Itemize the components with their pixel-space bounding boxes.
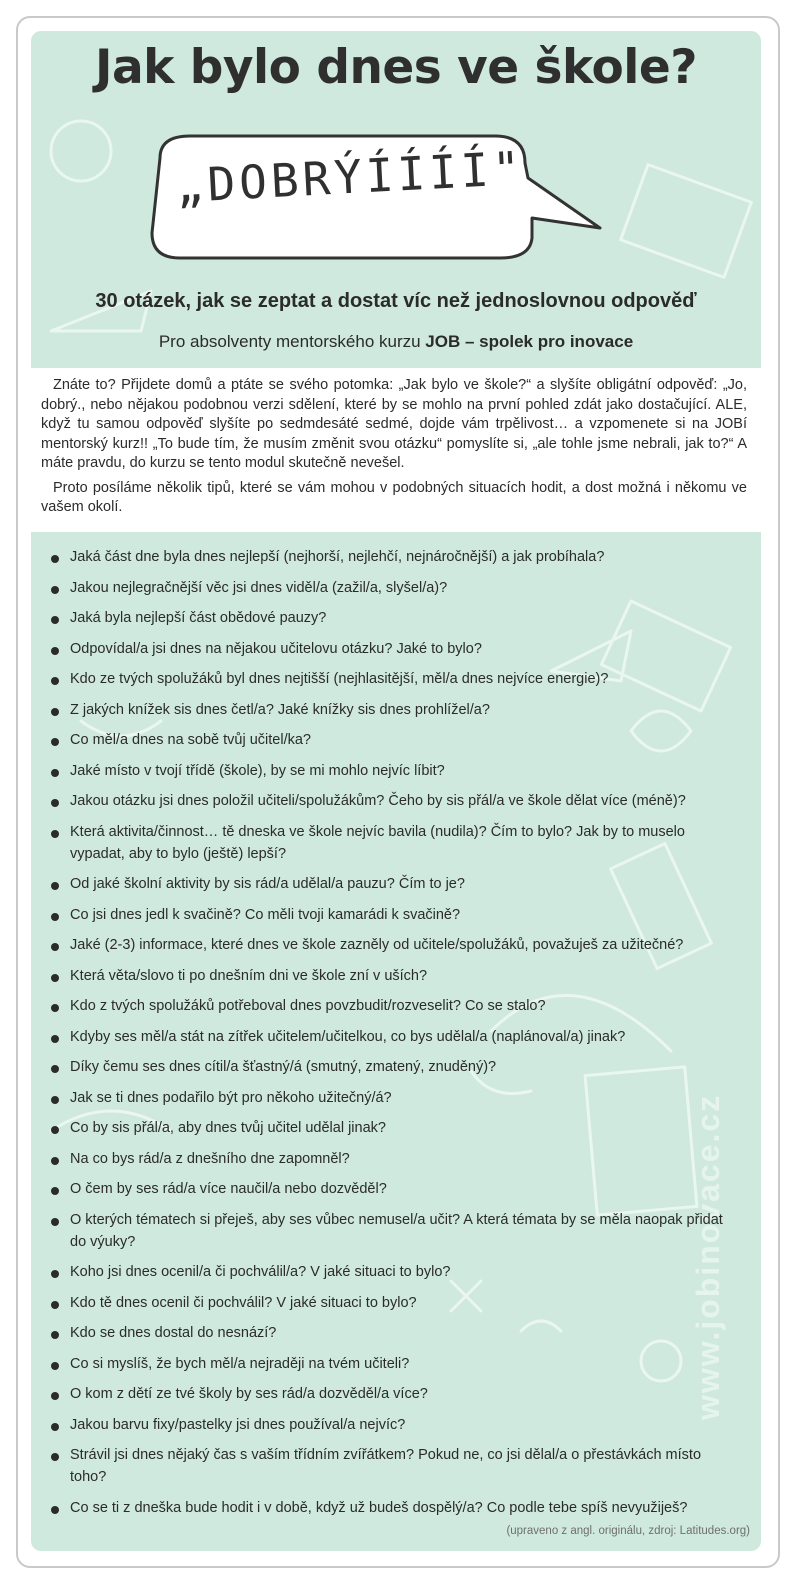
bullet-icon [51, 1301, 59, 1309]
question-item [31, 546, 761, 568]
subtitle: 30 otázek, jak se zeptat a dostat víc než jednoslovnou odpověď [95, 290, 697, 312]
question-item [31, 638, 761, 660]
question-item [31, 1178, 761, 1200]
question-text: Která věta/slovo ti po dnešním dni ve škole zní v uších? [70, 967, 428, 984]
question-text: Od jaké školní aktivity by sis rád/a udělal/a pauzu? Čím to je? [70, 876, 465, 892]
bullet-icon [51, 1035, 59, 1043]
question-text: Co si myslíš, že bych měl/a nejraději na tvém učiteli? [70, 1355, 410, 1372]
question-item [31, 1292, 761, 1314]
bullet-icon [51, 1392, 59, 1400]
question-item [31, 934, 761, 956]
bullet-icon [51, 974, 59, 982]
question-text: Jak se ti dnes podařilo být pro někoho užitečný/á? [70, 1089, 392, 1106]
bullet-icon [51, 913, 59, 921]
question-item [31, 1117, 761, 1139]
question-item [31, 577, 761, 599]
question-text: Co jsi dnes jedl k svačině? Co měli tvoji kamarádi k svačině? [70, 906, 461, 923]
bullet-icon [51, 616, 59, 624]
question-item [31, 965, 761, 987]
page-title: Jak bylo dnes ve škole? [94, 40, 698, 95]
bullet-icon [51, 586, 59, 594]
question-text: Co se ti z dneška bude hodit i v době, když už budeš dospělý/a? Co podle tebe spíš nevyužiješ? [70, 1499, 688, 1516]
question-text: Jakou otázku jsi dnes položil učiteli/spolužákům? Čeho by sis přál/a ve škole dělat více (méně)? [70, 793, 686, 809]
question-text: Jakou nejlegračnější věc jsi dnes viděl/a (zažil/a, slyšel/a)? [70, 579, 448, 596]
question-item [31, 1056, 761, 1078]
bullet-icon [51, 1187, 59, 1195]
question-item [31, 1383, 761, 1405]
question-text: Kdo se dnes dostal do nesnází? [70, 1325, 277, 1341]
bullet-icon [51, 1453, 59, 1461]
question-text: Jaké místo v tvojí třídě (škole), by se mi mohlo nejvíc líbit? [70, 762, 445, 779]
bullet-icon [51, 882, 59, 890]
question-item [31, 729, 761, 751]
bullet-icon [51, 708, 59, 716]
question-text: O kom z dětí ze tvé školy by ses rád/a dozvěděl/a více? [70, 1386, 428, 1402]
source-note: (upraveno z angl. originálu, zdroj: Latitudes.org) [506, 1525, 750, 1537]
bullet-icon [51, 647, 59, 655]
bullet-icon [51, 830, 59, 838]
question-text: Která aktivita/činnost… tě dneska ve škole nejvíc bavila (nudila)? Čím to bylo? Jak by to muselo vypadat, aby to bylo (ještě) lepší? [70, 823, 685, 862]
question-text: Jaká část dne byla dnes nejlepší (nejhorší, nejlehčí, nejnáročnější) a jak probíhala? [70, 549, 605, 565]
question-item [31, 1209, 761, 1253]
bullet-icon [51, 943, 59, 951]
question-item [31, 1148, 761, 1170]
question-item [31, 821, 761, 865]
question-item [31, 1261, 761, 1283]
question-item [31, 1322, 761, 1344]
question-item [31, 1087, 761, 1109]
question-item [31, 790, 761, 812]
question-item [31, 995, 761, 1017]
question-text: Na co bys rád/a z dnešního dne zapomněl? [70, 1150, 350, 1167]
bullet-icon [51, 1157, 59, 1165]
audience-line [31, 332, 761, 352]
bullet-icon [51, 1423, 59, 1431]
question-item [31, 607, 761, 629]
question-text: Z jakých knížek sis dnes četl/a? Jaké knížky sis dnes prohlížel/a? [70, 701, 490, 718]
bullet-icon [51, 738, 59, 746]
question-text: Jaké (2-3) informace, které dnes ve škole zazněly od učitele/spolužáků, považuješ za užitečné? [70, 937, 684, 953]
website-watermark: www.jobinovace.cz [690, 1093, 726, 1420]
bullet-icon [51, 1506, 59, 1514]
bullet-icon [51, 1218, 59, 1226]
bullet-icon [51, 555, 59, 563]
question-list [31, 546, 761, 1527]
question-item [31, 668, 761, 690]
question-item [31, 1353, 761, 1375]
bullet-icon [51, 799, 59, 807]
bullet-icon [51, 769, 59, 777]
bullet-icon [51, 1362, 59, 1370]
bullet-icon [51, 1126, 59, 1134]
question-text: Strávil jsi dnes nějaký čas s vaším třídním zvířátkem? Pokud ne, co jsi dělal/a o přestávkách místo toho? [70, 1447, 702, 1485]
question-item [31, 1414, 761, 1436]
question-item [31, 1026, 761, 1048]
question-text: Kdo tě dnes ocenil či pochválil? V jaké situaci to bylo? [70, 1294, 417, 1311]
question-text: Koho jsi dnes ocenil/a či pochválil/a? V jaké situaci to bylo? [70, 1264, 451, 1280]
question-text: Kdo ze tvých spolužáků byl dnes nejtišší (nejhlasitější, měl/a dnes nejvíce energie)? [70, 671, 609, 687]
question-text: O čem by ses rád/a více naučil/a nebo dozvěděl? [70, 1181, 387, 1197]
question-text: Díky čemu ses dnes cítil/a šťastný/á (smutný, zmatený, znuděný)? [70, 1059, 497, 1075]
bullet-icon [51, 1331, 59, 1339]
bullet-icon [51, 677, 59, 685]
intro-paragraph-2: Proto posíláme několik tipů, které se vám mohou v podobných situacích hodit, a dost možná i někomu ve vašem okolí. [41, 479, 747, 515]
question-item [31, 1444, 761, 1488]
bullet-icon [51, 1004, 59, 1012]
question-text: Kdo z tvých spolužáků potřeboval dnes povzbudit/rozveselit? Co se stalo? [70, 998, 546, 1014]
organization-name: JOB – spolek pro inovace [425, 332, 634, 351]
question-text: Jakou barvu fixy/pastelky jsi dnes používal/a nejvíc? [70, 1416, 406, 1433]
bullet-icon [51, 1096, 59, 1104]
intro-paragraph-1: Znáte to? Přijdete domů a ptáte se svého potomka: „Jak bylo ve škole?“ a slyšíte obligátní odpověď: „Jo, dobrý., nebo nějakou podobnou verzi sdělení, které by se mohlo na první pohled zdát jako dostačující. ALE, když tu samou odpověď slyšíte po sedmdesáté sedmé, dojde vám trpělivost… a vzpomenete si na JOBí mentorský kurz!! „To bude tím, že musím změnit svou otázku“ pomyslíte si, „ale tohle jsme nebrali, jak to?“ A máte pravdu, do kurzu se tento modul skutečně nevešel. [41, 377, 747, 471]
audience-prefix: Pro absolventy mentorského kurzu [158, 332, 426, 351]
question-text: Co by sis přál/a, aby dnes tvůj učitel udělal jinak? [70, 1120, 386, 1136]
question-item [31, 873, 761, 895]
question-item [31, 760, 761, 782]
question-text: Odpovídal/a jsi dnes na nějakou učitelovu otázku? Jaké to bylo? [70, 640, 482, 657]
bullet-icon [51, 1065, 59, 1073]
question-item [31, 904, 761, 926]
question-text: Jaká byla nejlepší část obědové pauzy? [70, 610, 327, 626]
question-item [31, 699, 761, 721]
question-text: Kdyby ses měl/a stát na zítřek učitelem/učitelkou, co bys udělal/a (naplánoval/a) jinak? [70, 1028, 626, 1045]
speech-bubble-text: „DOBRÝÍÍÍÍ" [174, 140, 526, 214]
question-text: O kterých tématech si přeješ, aby ses vůbec nemusel/a učit? A která témata by se měla naopak přidat do výuky? [70, 1211, 723, 1250]
intro-box [31, 368, 761, 532]
question-text: Co měl/a dnes na sobě tvůj učitel/ka? [70, 732, 311, 748]
bullet-icon [51, 1270, 59, 1278]
question-item [31, 1497, 761, 1519]
